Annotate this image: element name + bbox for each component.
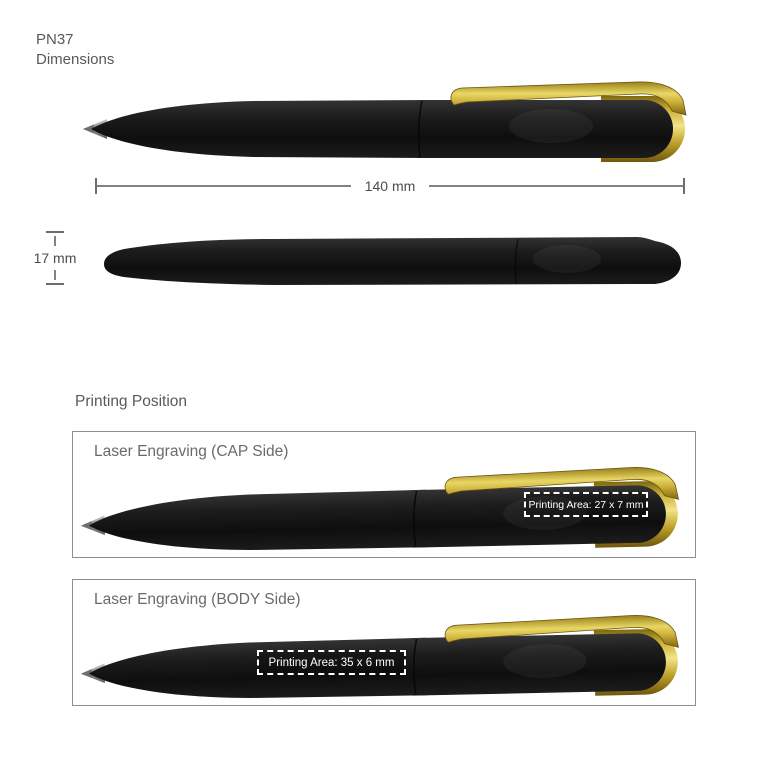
product-code: PN37 [36, 31, 74, 48]
height-dimension-label: 17 mm [33, 250, 77, 266]
dimension-tick-right [683, 178, 685, 194]
length-dimension-label: 140 mm [364, 178, 416, 194]
printing-section-title: Printing Position [75, 393, 188, 410]
panel-title-cap-side: Laser Engraving (CAP Side) [94, 443, 289, 460]
dimension-tick-top [46, 231, 64, 233]
dimension-line-left [97, 185, 351, 187]
printing-panel-cap-side [72, 431, 696, 558]
dimension-line-right [429, 185, 683, 187]
printing-area-label-cap: Printing Area: 27 x 7 mm [524, 492, 648, 517]
printing-area-label-body: Printing Area: 35 x 6 mm [257, 650, 406, 675]
length-dimension [95, 176, 685, 196]
product-subtitle: Dimensions [36, 51, 115, 68]
printing-panel-body-side [72, 579, 696, 706]
dimension-tick-bottom [46, 283, 64, 285]
pen-top-view-image [81, 54, 701, 174]
panel-title-body-side: Laser Engraving (BODY Side) [94, 591, 301, 608]
pen-side-view-image [97, 231, 687, 295]
dimension-line-top [54, 236, 56, 246]
height-dimension [24, 231, 86, 285]
dimension-line-bottom [54, 270, 56, 280]
